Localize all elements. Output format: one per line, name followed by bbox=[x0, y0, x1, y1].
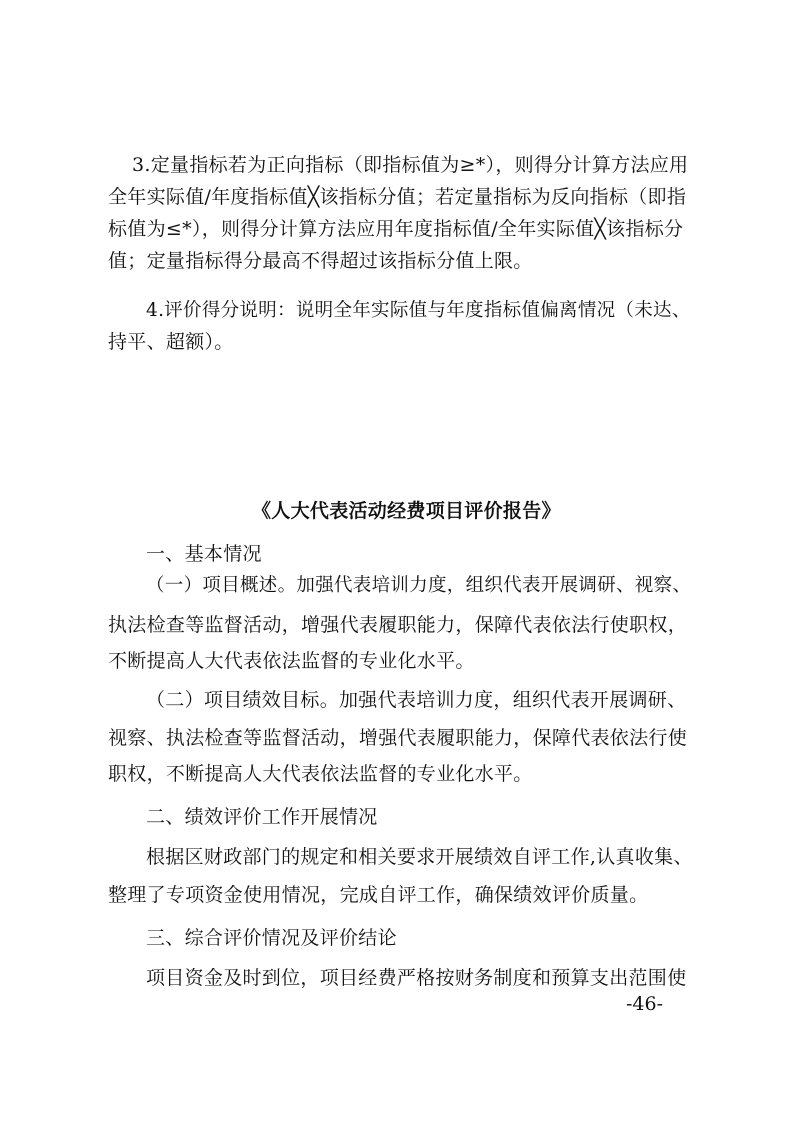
section1-para2-line-3: 职权，不断提高人大代表依法监督的专业化水平。 bbox=[108, 763, 533, 785]
note4-line-1: 4.评价得分说明：说明全年实际值与年度指标值偏离情况（未达、 bbox=[146, 300, 691, 321]
section1-heading: 一、基本情况 bbox=[146, 543, 262, 565]
section2-para-line-1: 根据区财政部门的规定和相关要求开展绩效自评工作,认真收集、 bbox=[146, 846, 693, 868]
note3-line-4: 值；定量指标得分最高不得超过该指标分值上限。 bbox=[108, 250, 533, 272]
section3-para-line-1: 项目资金及时到位，项目经费严格按财务制度和预算支出范围使 bbox=[146, 967, 687, 989]
section1-para2-line-2: 视察、执法检查等监督活动，增强代表履职能力，保障代表依法行使 bbox=[108, 727, 688, 749]
note3-line-3: 标值为≤*），则得分计算方法应用年度指标值/全年实际值╳该指标分 bbox=[108, 218, 684, 240]
section2-para-line-2: 整理了专项资金使用情况，完成自评工作，确保绩效评价质量。 bbox=[108, 884, 649, 906]
section1-para1-line-2: 执法检查等监督活动，增强代表履职能力，保障代表依法行使职权， bbox=[108, 614, 688, 636]
note4-line-2: 持平、超额）。 bbox=[108, 331, 234, 353]
section1-para1-line-1: （一）项目概述。加强代表培训力度，组织代表开展调研、视察、 bbox=[146, 575, 692, 596]
note3-line-2: 全年实际值/年度指标值╳该指标分值；若定量指标为反向指标（即指 bbox=[108, 186, 687, 208]
section1-para1-line-3: 不断提高人大代表依法监督的专业化水平。 bbox=[108, 650, 475, 672]
note3-line-1: 3.定量指标若为正向指标（即指标值为≥*），则得分计算方法应用 bbox=[132, 154, 689, 176]
section1-para2-line-1: （二）项目绩效目标。加强代表培训力度，组织代表开展调研、 bbox=[146, 689, 687, 711]
report-title: 《人大代表活动经费项目评价报告》 bbox=[252, 500, 561, 522]
page-number: -46- bbox=[626, 993, 664, 1015]
section3-heading: 三、综合评价情况及评价结论 bbox=[146, 927, 397, 949]
section2-heading: 二、绩效评价工作开展情况 bbox=[146, 806, 378, 828]
